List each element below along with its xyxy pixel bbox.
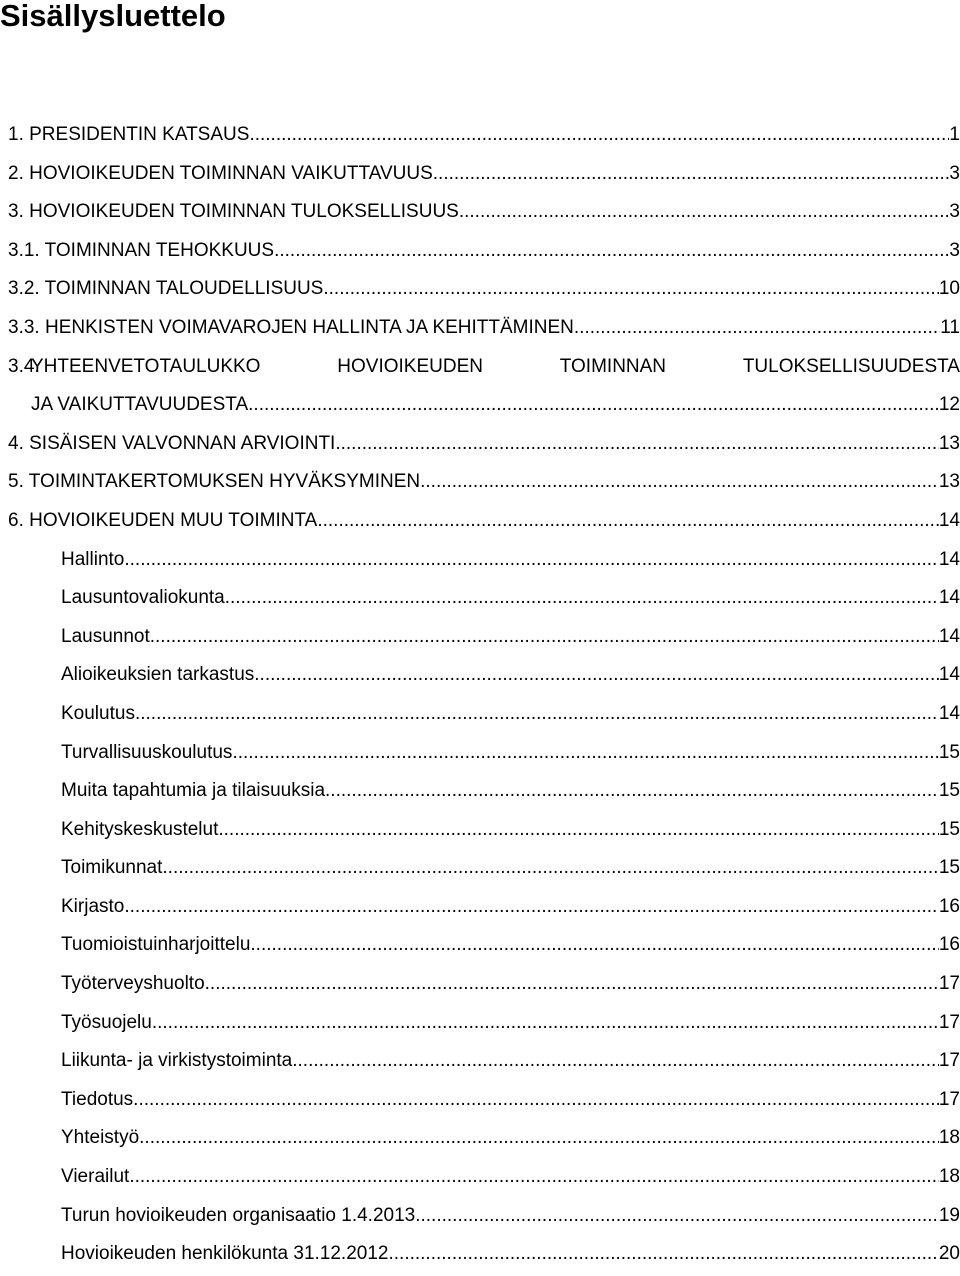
- toc-page-number: 14: [938, 702, 960, 724]
- toc-entry[interactable]: [0, 155, 960, 194]
- toc-entry-title: Turun hovioikeuden organisaatio 1.4.2013: [61, 1204, 416, 1226]
- toc-entry-title: 3.2. TOIMINNAN TALOUDELLISUUS: [8, 278, 324, 300]
- toc-page-number: 3: [949, 201, 960, 223]
- dot-leader: [325, 772, 939, 811]
- table-of-contents: [0, 116, 960, 1274]
- toc-subentry[interactable]: [0, 1197, 960, 1236]
- toc-entry-word: HOVIOIKEUDEN: [337, 355, 483, 377]
- toc-page-number: 16: [938, 895, 960, 917]
- toc-entry[interactable]: [0, 116, 960, 155]
- toc-subentry[interactable]: [0, 1119, 960, 1158]
- toc-entry[interactable]: [0, 463, 960, 502]
- toc-entry-title: Vierailut: [61, 1166, 130, 1188]
- toc-entry-title: Työsuojelu: [61, 1011, 152, 1033]
- dot-leader: [415, 1197, 939, 1236]
- toc-entry-title: Kehityskeskustelut: [61, 818, 219, 840]
- dot-leader: [152, 1004, 939, 1043]
- toc-page-number: 15: [938, 741, 960, 763]
- toc-subentry[interactable]: [0, 656, 960, 695]
- dot-leader: [574, 309, 940, 348]
- toc-entry-title: 4. SISÄISEN VALVONNAN ARVIOINTI: [8, 432, 336, 454]
- toc-subentry[interactable]: [0, 1004, 960, 1043]
- dot-leader: [323, 270, 939, 309]
- dot-leader: [205, 965, 939, 1004]
- toc-entry-title: 3.3. HENKISTEN VOIMAVAROJEN HALLINTA JA KEHITTÄMINEN: [8, 316, 574, 338]
- toc-entry-title: Toimikunnat: [61, 857, 163, 879]
- toc-page-number: 16: [938, 934, 960, 956]
- toc-entry[interactable]: [0, 502, 960, 541]
- toc-page-number: 3: [949, 162, 960, 184]
- toc-entry-title: Alioikeuksien tarkastus: [61, 664, 255, 686]
- toc-subentry[interactable]: [0, 579, 960, 618]
- toc-page-number: 10: [938, 278, 960, 300]
- toc-entry-title: Tuomioistuinharjoittelu: [61, 934, 251, 956]
- toc-entry-title: Turvallisuuskoulutus: [61, 741, 233, 763]
- dot-leader: [254, 656, 939, 695]
- toc-entry-title: Työterveyshuolto: [61, 973, 205, 995]
- dot-leader: [124, 541, 938, 580]
- toc-page-number: 13: [938, 471, 960, 493]
- toc-subentry[interactable]: [0, 618, 960, 657]
- dot-leader: [248, 386, 939, 425]
- dot-leader: [274, 232, 949, 271]
- toc-subentry[interactable]: [0, 734, 960, 773]
- toc-entry-title: Muita tapahtumia ja tilaisuuksia: [61, 780, 326, 802]
- toc-entry[interactable]: [0, 309, 960, 348]
- toc-page-number: 20: [938, 1243, 960, 1265]
- toc-subentry[interactable]: [0, 965, 960, 1004]
- dot-leader: [232, 734, 938, 773]
- toc-subentry[interactable]: [0, 1158, 960, 1197]
- toc-page-number: 17: [938, 973, 960, 995]
- toc-page-number: 14: [938, 509, 960, 531]
- toc-page-number: 15: [938, 857, 960, 879]
- toc-page-number: 1: [949, 124, 960, 145]
- toc-entry-title: 3. HOVIOIKEUDEN TOIMINNAN TULOKSELLISUUS: [8, 201, 459, 223]
- toc-subentry[interactable]: [0, 1081, 960, 1120]
- toc-subentry[interactable]: [0, 695, 960, 734]
- toc-page-number: 14: [938, 664, 960, 686]
- toc-entry-title: 6. HOVIOIKEUDEN MUU TOIMINTA: [8, 509, 318, 531]
- toc-page-number: 15: [938, 780, 960, 802]
- dot-leader: [250, 926, 938, 965]
- toc-page-number: 19: [938, 1204, 960, 1226]
- toc-entry-word: TULOKSELLISUUDESTA: [742, 355, 960, 377]
- toc-entry[interactable]: [0, 270, 960, 309]
- toc-entry-title: Koulutus: [61, 702, 135, 724]
- toc-page-number: 13: [938, 432, 960, 454]
- toc-entry-title: Hallinto: [61, 548, 125, 570]
- dot-leader: [129, 1158, 939, 1197]
- toc-page-number: 18: [938, 1127, 960, 1149]
- dot-leader: [218, 811, 939, 850]
- toc-page-number: 14: [938, 625, 960, 647]
- dot-leader: [420, 463, 939, 502]
- toc-entry-title: Yhteistyö: [61, 1127, 140, 1149]
- toc-page-number: 11: [940, 316, 960, 338]
- dot-leader: [292, 1042, 939, 1081]
- toc-subentry[interactable]: [0, 772, 960, 811]
- toc-subentry[interactable]: [0, 888, 960, 927]
- toc-page-number: 12: [938, 394, 960, 416]
- toc-entry-title: 3.1. TOIMINNAN TEHOKKUUS: [8, 239, 275, 261]
- toc-entry[interactable]: [0, 425, 960, 464]
- toc-entry-title: JA VAIKUTTAVUUDESTA: [31, 394, 249, 416]
- toc-entry[interactable]: [0, 348, 960, 425]
- page-title: Sisällysluettelo: [0, 0, 226, 33]
- toc-entry-title: 2. HOVIOIKEUDEN TOIMINNAN VAIKUTTAVUUS: [8, 162, 433, 184]
- toc-entry-title: Hovioikeuden henkilökunta 31.12.2012: [61, 1243, 389, 1265]
- toc-subentry[interactable]: [0, 849, 960, 888]
- toc-subentry[interactable]: [0, 1235, 960, 1274]
- toc-page-number: 17: [938, 1011, 960, 1033]
- toc-page-number: 14: [938, 587, 960, 609]
- toc-subentry[interactable]: [0, 1042, 960, 1081]
- toc-entry-number: 3.4.: [8, 355, 40, 377]
- toc-page-number: 14: [938, 548, 960, 570]
- dot-leader: [150, 618, 939, 657]
- dot-leader: [433, 155, 950, 194]
- dot-leader: [135, 695, 939, 734]
- toc-entry-title-line: [31, 348, 960, 387]
- toc-entry-title: Tiedotus: [61, 1088, 134, 1110]
- dot-leader: [459, 193, 950, 232]
- dot-leader: [388, 1235, 938, 1274]
- toc-entry-title: 1. PRESIDENTIN KATSAUS: [8, 124, 250, 145]
- toc-entry[interactable]: [0, 232, 960, 271]
- toc-page-number: 17: [938, 1050, 960, 1072]
- toc-entry-title: Liikunta- ja virkistystoiminta: [61, 1050, 293, 1072]
- toc-entry-word: YHTEENVETOTAULUKKO: [31, 355, 261, 377]
- dot-leader: [124, 888, 939, 927]
- toc-entry-title: Lausuntovaliokunta: [61, 587, 225, 609]
- toc-subentry[interactable]: [0, 541, 960, 580]
- dot-leader: [133, 1081, 939, 1120]
- toc-page-number: 18: [938, 1166, 960, 1188]
- toc-subentry[interactable]: [0, 811, 960, 850]
- toc-page-number: 17: [938, 1088, 960, 1110]
- dot-leader: [249, 116, 949, 155]
- dot-leader: [335, 425, 939, 464]
- toc-page-number: 15: [938, 818, 960, 840]
- toc-entry-title: Lausunnot: [61, 625, 150, 647]
- toc-entry-word: TOIMINNAN: [559, 355, 667, 377]
- toc-entry[interactable]: [0, 193, 960, 232]
- toc-page-number: 3: [949, 239, 960, 261]
- toc-subentry[interactable]: [0, 926, 960, 965]
- dot-leader: [317, 502, 939, 541]
- toc-entry-title: 5. TOIMINTAKERTOMUKSEN HYVÄKSYMINEN: [8, 471, 421, 493]
- dot-leader: [162, 849, 938, 888]
- toc-entry-title: Kirjasto: [61, 895, 125, 917]
- dot-leader: [139, 1119, 939, 1158]
- dot-leader: [225, 579, 939, 618]
